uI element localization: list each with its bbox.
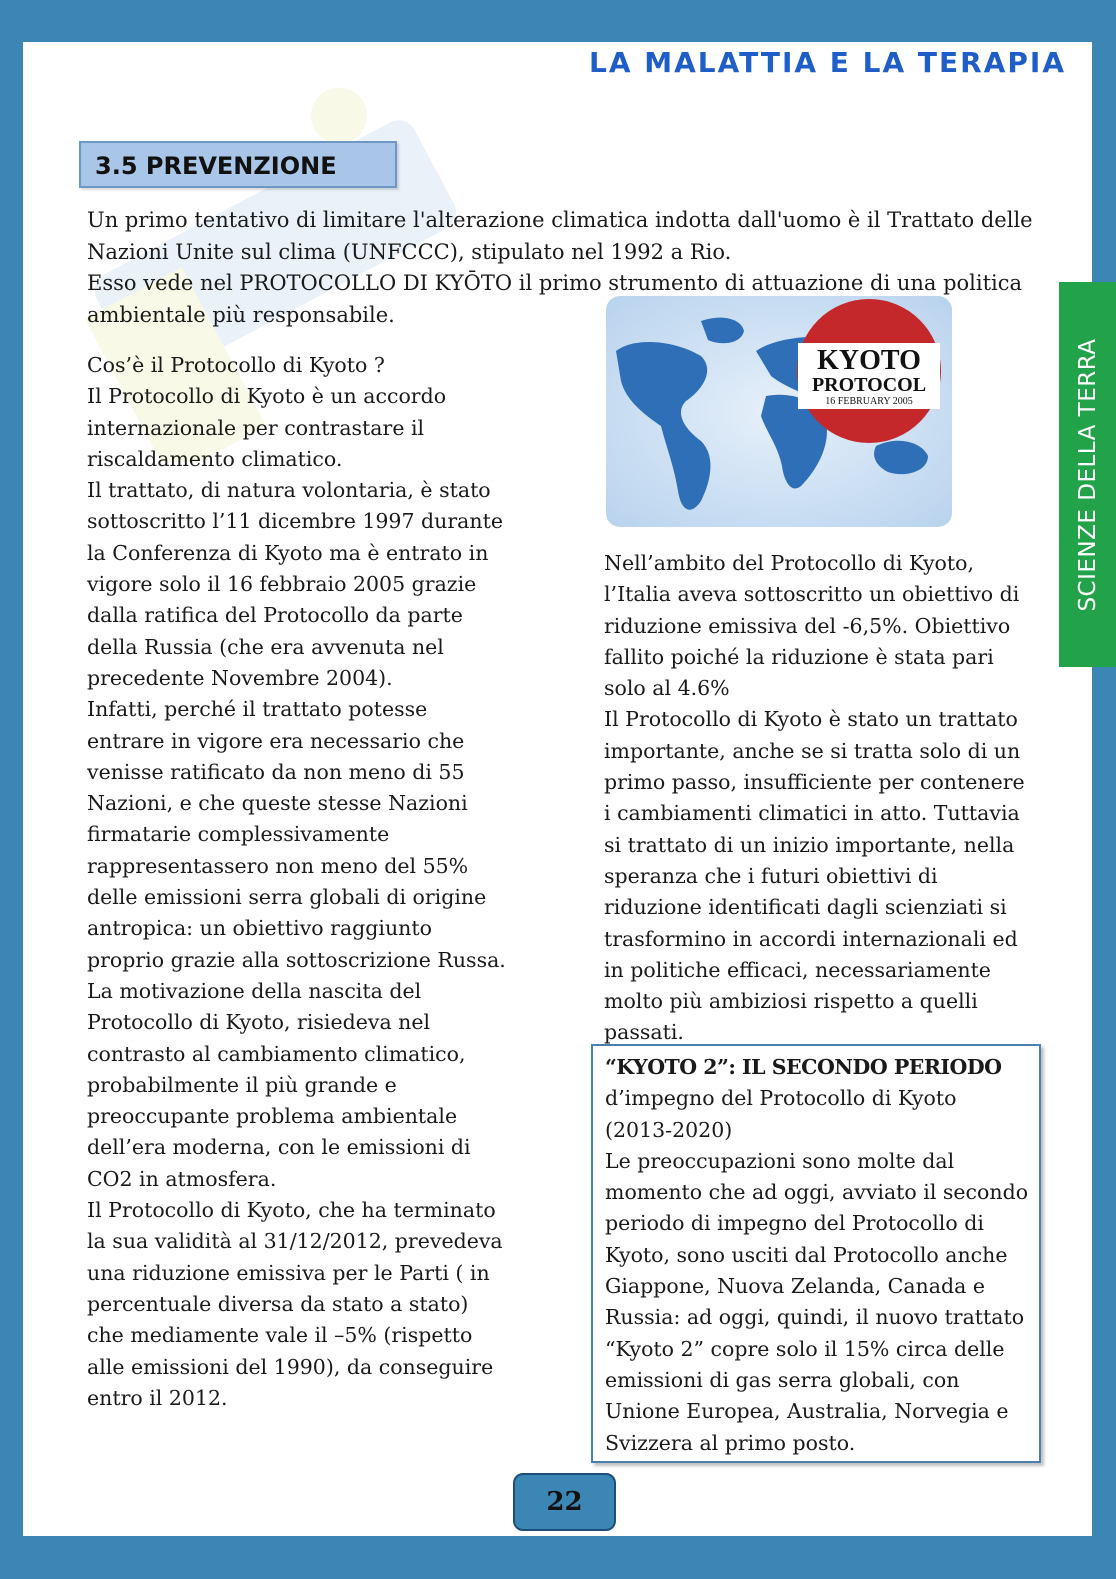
badge-kyoto-text: KYOTO <box>817 345 921 376</box>
left-paragraph-1: Il Protocollo di Kyoto è un accordo internazionale per contrastare il riscaldamento climatico. <box>87 384 447 471</box>
side-tab-subject <box>1059 282 1116 667</box>
kyoto2-title: “KYOTO 2”: IL SECONDO PERIODO <box>605 1055 1002 1079</box>
kyoto2-body: Le preoccupazioni sono molte dal momento che ad oggi, avviato il secondo periodo di impegno del Protocollo di Kyoto, sono usciti dal Protocollo anche Giappone, Nuova Zelanda, Canada e Russia: ad oggi, quindi, il nuovo trattato “Kyoto 2” copre solo il 15% circa delle emissioni di gas serra globali, con Unione Europea, Australia, Norvegia e Svizzera al primo posto. <box>605 1148 1029 1455</box>
question-heading: Cos’è il Protocollo di Kyoto ? <box>87 353 385 377</box>
left-paragraph-3: Infatti, perché il trattato potesse entrare in vigore era necessario che venisse ratificato da non meno di 55 Nazioni, e che queste stesse Nazioni firmatarie complessivamente rappresentassero non meno del 55% delle emissioni serra globali di origine antropica: un obiettivo raggiunto proprio grazie alla sottoscrizione Russa. <box>87 697 506 972</box>
left-paragraph-4: La motivazione della nascita del Protocollo di Kyoto, risiedeva nel contrasto al cambiamento climatico, probabilmente il più grande e preoccupante problema ambientale dell’era moderna, con le emissioni di CO2 in atmosfera. <box>87 978 471 1191</box>
intro-line-unfccc: Un primo tentativo di limitare l'alterazione climatica indotta dall'uomo è il Trattato delle Nazioni Unite sul clima (UNFCCC), stipulato nel 1992 a Rio. <box>87 208 1033 264</box>
side-tab-label: SCIENZE DELLA TERRA <box>1074 337 1101 612</box>
kyoto2-info-box <box>591 1044 1041 1463</box>
world-map-illustration <box>606 296 952 527</box>
kyoto-protocol-image <box>606 296 952 527</box>
right-column <box>604 548 1034 1049</box>
kyoto2-text <box>605 1052 1030 1459</box>
kyoto2-subtitle: d’impegno del Protocollo di Kyoto (2013-2020) <box>605 1086 957 1142</box>
right-paragraph-1: Nell’ambito del Protocollo di Kyoto, l’Italia aveva sottoscritto un obiettivo di riduzione emissiva del -6,5%. Obiettivo fallito poiché la riduzione è stata pari solo al 4.6% <box>604 551 1020 701</box>
page-number: 22 <box>513 1473 616 1531</box>
section-heading: 3.5 PREVENZIONE <box>79 141 397 188</box>
left-paragraph-5: Il Protocollo di Kyoto, che ha terminato la sua validità al 31/12/2012, prevedeva una riduzione emissiva per le Parti ( in percentuale diversa da stato a stato) che mediamente vale il –5% (rispetto alle emissioni del 1990), da conseguire entro il 2012. <box>87 1198 503 1410</box>
page-header-title: LA MALATTIA E LA TERAPIA <box>588 46 1066 79</box>
intro-line-kyoto: Esso vede nel PROTOCOLLO DI KYŌTO il primo strumento di attuazione di una politica ambientale più responsabile. <box>87 271 1023 327</box>
left-paragraph-2: Il trattato, di natura volontaria, è stato sottoscritto l’11 dicembre 1997 durante la Conferenza di Kyoto ma è entrato in vigore solo il 16 febbraio 2005 grazie dalla ratifica del Protocollo da parte della Russia (che era avvenuta nel precedente Novembre 2004). <box>87 478 503 690</box>
right-paragraph-2: Il Protocollo di Kyoto è stato un trattato importante, anche se si tratta solo di un primo passo, insufficiente per contenere i cambiamenti climatici in atto. Tuttavia si trattato di un inizio importante, nella speranza che i futuri obiettivi di riduzione identificati dagli scienziati si trasformino in accordi internazionali ed in politiche efficaci, necessariamente molto più ambiziosi rispetto a quelli passati. <box>604 707 1025 1045</box>
badge-date-text: 16 FEBRUARY 2005 <box>825 396 913 407</box>
left-column <box>87 350 507 1414</box>
badge-protocol-text: PROTOCOL <box>811 374 927 396</box>
